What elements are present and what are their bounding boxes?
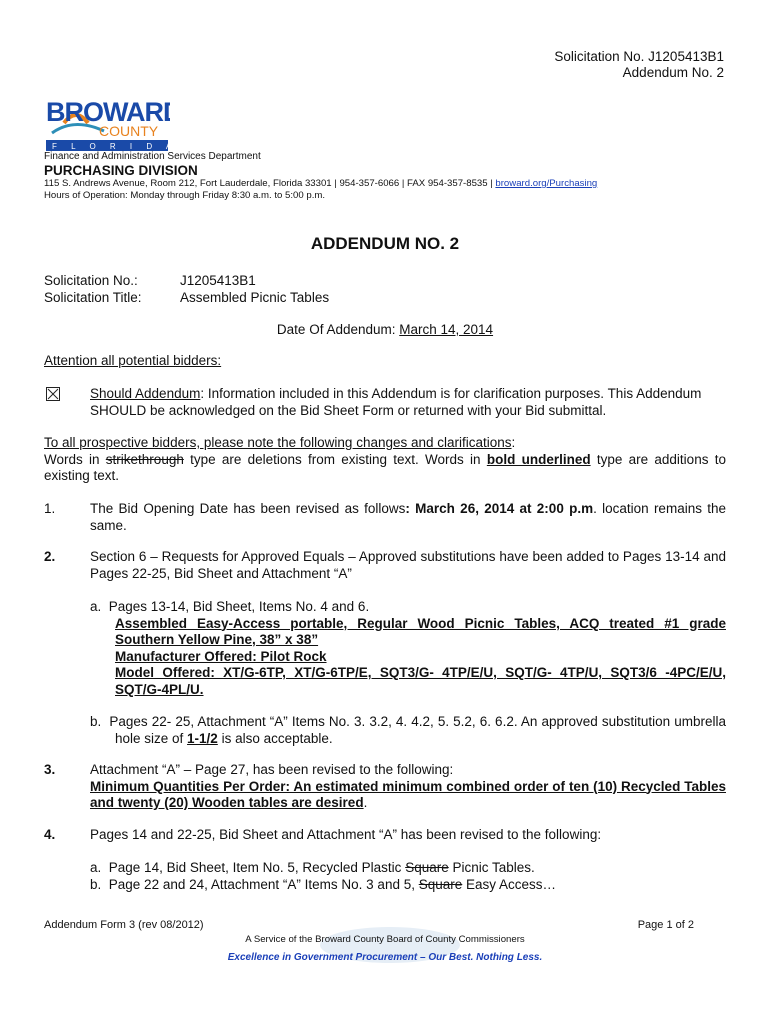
item-4a-post: Picnic Tables. (448, 860, 535, 875)
item-1-post: . location remains the same. (90, 501, 726, 533)
prospective-words-in: Words in (44, 451, 106, 467)
item-4-subitems (90, 860, 726, 893)
page-title: ADDENDUM NO. 2 (310, 234, 460, 253)
attention-heading: Attention all potential bidders: (44, 353, 222, 368)
division-address-block (44, 178, 597, 202)
footer-form-id: Addendum Form 3 (rev 08/2012) (44, 919, 204, 931)
item-number-2: 2. (44, 549, 56, 564)
item-2b-prefix: b. (90, 714, 102, 729)
should-addendum-label: Should Addendum (90, 386, 201, 401)
should-addendum-text (90, 386, 726, 419)
addendum-date-value: March 14, 2014 (399, 322, 494, 337)
logo-word-florida: F L O R I D A (52, 142, 170, 151)
item-3-text (90, 762, 726, 812)
item-2b-text: Pages 22- 25, Attachment “A” Items No. 3. 3.2, 4. 4.2, 5. 5.2, 6. 6.2. An approved substitution umbrella hole size of (109, 714, 726, 746)
solicitation-labels (44, 272, 142, 306)
item-2b (90, 714, 726, 747)
prospective-colon: : (511, 435, 516, 450)
item-4b-pre: Page 22 and 24, Attachment “A” Items No. 3 and 5, (108, 876, 419, 892)
footer-tagline: Excellence in Government Procurement – Our Best. Nothing Less. (227, 952, 543, 963)
prospective-bidders-note (44, 435, 726, 485)
item-2b-bold: 1-1/2 (187, 730, 218, 746)
item-3-end: . (363, 795, 368, 810)
division-title: PURCHASING DIVISION (44, 163, 198, 178)
item-4b-strike: Square (418, 876, 463, 892)
broward-county-logo (44, 93, 170, 155)
broward-logo-graphic (44, 93, 170, 155)
checkbox-x-icon (47, 388, 59, 400)
solicitation-title-value: Assembled Picnic Tables (180, 290, 330, 305)
purchasing-link[interactable]: broward.org/Purchasing (495, 178, 598, 189)
item-number-3: 3. (44, 762, 56, 777)
should-addendum-checkbox[interactable] (46, 387, 60, 401)
document-header (554, 49, 724, 81)
item-2a-text: Pages 13-14, Bid Sheet, Items No. 4 and 6. (108, 599, 370, 614)
item-2a-bold-1: Assembled Easy-Access portable, Regular Wood Picnic Tables, ACQ treated #1 grade Southern Yellow Pine, 38” x 38” (115, 615, 726, 647)
address-line (44, 178, 597, 190)
strikethrough-example: strikethrough (105, 451, 184, 467)
item-4b-post: Easy Access… (462, 876, 557, 892)
item-2b-end: is also acceptable. (217, 730, 333, 746)
item-2a-bold-3: Model Offered: XT/G-6TP, XT/G-6TP/E, SQT3/G- 4TP/E/U, SQT/G- 4TP/U, SQT3/6 -4PC/E/U, SQT/G-4PL/U. (115, 665, 726, 697)
solicitation-no-value: J1205413B1 (180, 273, 256, 288)
item-3-intro: Attachment “A” – Page 27, has been revised to the following: (90, 762, 454, 777)
logo-word-broward: BROWARD (46, 97, 170, 127)
item-4b (90, 877, 726, 894)
logo-word-county: COUNTY (99, 123, 159, 139)
prospective-heading: To all prospective bidders, please note the following changes and clarifications (44, 435, 512, 450)
item-2a-bold-2: Manufacturer Offered: Pilot Rock (115, 648, 327, 664)
item-4b-prefix: b. (90, 876, 102, 892)
address-text: 115 S. Andrews Avenue, Room 212, Fort Lauderdale, Florida 33301 | 954-357-6066 | FAX 954-357-8535 | (44, 178, 496, 189)
addendum-date-label: Date Of Addendum: (276, 322, 400, 337)
hours-line: Hours of Operation: Monday through Friday 8:30 a.m. to 5:00 p.m. (44, 190, 326, 201)
item-3-bold: Minimum Quantities Per Order: An estimated minimum combined order of ten (10) Recycled Tables and twenty (20) Wooden tables are desired (90, 778, 726, 810)
item-1-text (90, 501, 726, 534)
footer-page-number: Page 1 of 2 (637, 919, 694, 931)
addendum-number-header: Addendum No. 2 (622, 65, 724, 80)
department-name: Finance and Administration Services Department (44, 151, 261, 162)
item-1-pre: The Bid Opening Date has been revised as follows (90, 501, 406, 516)
should-addendum-body: : Information included in this Addendum is for clarification purposes. This Addendum SHOULD be acknowledged on the Bid Sheet Form or returned with your Bid submittal. (90, 386, 702, 418)
item-2a-prefix: a. (90, 599, 102, 614)
footer-service-line: A Service of the Broward County Board of County Commissioners (245, 934, 525, 945)
item-4a (90, 860, 726, 877)
prospective-end: type are additions to existing text. (44, 451, 726, 483)
item-number-1: 1. (44, 501, 56, 516)
item-1-bold: : March 26, 2014 at 2:00 p.m (405, 501, 594, 516)
item-2-text: Section 6 – Requests for Approved Equals – Approved substitutions have been added to Pages 13-14 and Pages 22-25, Bid Sheet and Attachment “A” (90, 549, 726, 581)
item-4a-strike: Square (405, 860, 449, 875)
solicitation-title-label: Solicitation Title: (44, 290, 142, 305)
item-4a-pre: Page 14, Bid Sheet, Item No. 5, Recycled Plastic (108, 860, 406, 875)
item-number-4: 4. (44, 827, 56, 842)
bold-underlined-example: bold underlined (486, 451, 591, 467)
solicitation-number-header: Solicitation No. J1205413B1 (554, 49, 724, 64)
addendum-date (0, 322, 770, 337)
prospective-mid: type are deletions from existing text. Words in (183, 451, 487, 467)
item-2a (90, 599, 726, 698)
solicitation-values (180, 272, 329, 306)
item-4a-prefix: a. (90, 860, 102, 875)
item-4-text: Pages 14 and 22-25, Bid Sheet and Attachment “A” has been revised to the following: (90, 827, 602, 842)
solicitation-no-label: Solicitation No.: (44, 273, 138, 288)
